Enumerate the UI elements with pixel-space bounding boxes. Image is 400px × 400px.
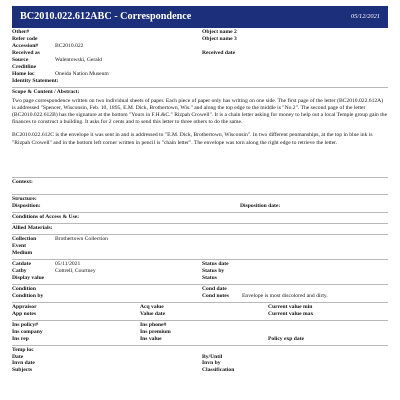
field-label-status-date: Status date	[202, 260, 229, 267]
divider	[12, 87, 388, 88]
field-label-ins-company: Ins company	[12, 328, 43, 335]
field-label-status-by: Status by	[202, 267, 225, 274]
field-label-catdate: Catdate	[12, 260, 31, 267]
divider	[12, 177, 388, 178]
field-label-ins-phone: Ins phone#	[140, 321, 167, 328]
location-fields	[12, 347, 388, 375]
field-pair	[12, 50, 202, 57]
field-pair	[12, 304, 140, 311]
field-label-cond-date: Cond date	[202, 285, 227, 292]
field-pair	[12, 293, 202, 300]
field-label-accession: Accession#	[12, 42, 39, 49]
field-pair	[202, 286, 388, 293]
field-label-ins-value: Ins value	[140, 335, 162, 342]
field-value-accession: BC2010.022	[55, 42, 84, 49]
field-row	[12, 236, 388, 243]
insurance-fields	[12, 322, 388, 343]
field-pair	[12, 36, 202, 43]
field-pair	[12, 360, 202, 367]
field-pair	[268, 311, 388, 318]
divider	[12, 320, 388, 321]
field-pair	[202, 50, 388, 57]
field-label-other: Other#	[12, 29, 30, 35]
field-pair	[12, 286, 202, 293]
field-pair	[12, 57, 202, 64]
field-pair	[140, 311, 268, 318]
scope-paragraph-2: BC2010.022.612C is the envelope it was sent in and is addressed to "E.M. Dick, Brothertown, Wisconsin". In two different penmanships, at the top in blue ink is "Rizpah Crowell" and in the bottom left corner written in pencil is "chain letter". The envelope was torn along the right edge to retrieve the letter.	[12, 132, 373, 146]
divider	[12, 259, 388, 260]
field-label-refer-code: Refer code	[12, 35, 38, 42]
field-pair	[202, 275, 388, 282]
field-label-condition: Condition	[12, 285, 36, 292]
field-pair	[202, 36, 388, 43]
field-pair	[12, 250, 388, 257]
field-label-event: Event	[12, 242, 26, 249]
field-row	[12, 347, 388, 354]
field-pair	[12, 275, 202, 282]
field-label-appraisor: Appraisor	[12, 303, 37, 310]
disposition-label: Disposition:	[12, 202, 41, 209]
field-row	[12, 293, 388, 300]
field-pair	[202, 268, 388, 275]
field-pair	[12, 29, 202, 36]
field-label-by-until: By/Until	[202, 353, 223, 360]
field-pair	[12, 243, 388, 250]
field-pair	[202, 261, 388, 268]
field-row	[12, 64, 388, 71]
record-title: BC2010.022.612ABC - Correspondence	[20, 10, 192, 22]
print-date: 05/12/2021	[350, 13, 380, 20]
field-value-cond-notes: Envelope is most discolored and dirty.	[242, 292, 328, 299]
field-pair	[12, 347, 202, 354]
field-value-source: Walentowski, Gerald	[55, 56, 103, 63]
field-row	[12, 304, 388, 311]
field-label-source: Source	[12, 56, 29, 63]
field-label-status: Status	[202, 274, 217, 281]
divider	[12, 212, 388, 213]
field-row	[12, 336, 388, 343]
field-pair	[202, 354, 388, 361]
field-label-display-value: Display value	[12, 274, 45, 281]
field-label-object-name-3: Object name 3	[202, 35, 237, 42]
field-label-policy-exp-date: Policy exp date	[268, 335, 305, 342]
field-label-current-value-min: Current value min	[268, 303, 313, 310]
allied-label: Allied Materials:	[12, 224, 53, 231]
field-value-catdate: 05/11/2021	[55, 260, 81, 267]
field-row	[12, 243, 388, 250]
field-pair	[12, 354, 202, 361]
identity-row	[12, 78, 388, 85]
field-pair	[140, 336, 268, 343]
field-value-collection: Brothertown Collection	[55, 235, 108, 242]
scope-paragraph-1: Two page correspondence written on two individual sheets of paper. Each piece of paper only has writing on one side. The first page of the letter (BC2010.022.612A) is addressed "Spencer, Wisconsin, Feb. 10, 1895, E.M. Dick, Brothertown, Wis." and along the top edge to the middle is "No.2". The second page of the letter (BC2010.022.612B) has the signature at the bottom "Yours in F.H.&C." Rizpah Crowell". It is a chain letter asking for money to help out a local Temple group gain the finances to construct a building. It asks for 2 cents and to send this letter to three others to do the same.	[12, 97, 388, 126]
field-pair	[12, 43, 202, 50]
field-row	[12, 250, 388, 257]
field-pair	[12, 236, 388, 243]
field-label-collection: Collection	[12, 235, 37, 242]
field-row	[12, 36, 388, 43]
field-label-ins-rep: Ins rep	[12, 335, 29, 342]
field-label-acq-value: Acq value	[140, 303, 164, 310]
context-row	[12, 179, 388, 186]
field-pair	[12, 64, 202, 71]
field-label-received-as: Received as	[12, 49, 40, 56]
field-value-home-loc: Oneida Nation Museum	[55, 70, 109, 77]
field-pair	[12, 261, 202, 268]
field-pair	[202, 29, 388, 36]
divider	[12, 345, 388, 346]
scope-row	[12, 89, 388, 96]
field-row	[12, 261, 388, 268]
divider	[12, 223, 388, 224]
field-label-date: Date	[12, 353, 24, 360]
context-label: Context:	[12, 178, 33, 185]
field-row	[12, 329, 388, 336]
field-pair	[12, 268, 202, 275]
field-pair	[140, 322, 268, 329]
collection-fields	[12, 236, 388, 257]
field-pair	[202, 360, 388, 367]
field-row	[12, 367, 388, 374]
field-row	[12, 43, 388, 50]
field-label-condition-by: Condition by	[12, 292, 44, 299]
condition-fields	[12, 286, 388, 300]
field-pair	[12, 336, 140, 343]
field-label-subjects: Subjects	[12, 367, 33, 374]
field-row	[12, 29, 388, 36]
appraisal-fields	[12, 304, 388, 318]
structure-label: Structure:	[12, 195, 37, 202]
identity-label: Identity Statement:	[12, 77, 59, 84]
allied-row	[12, 225, 388, 232]
field-label-invn-by: Invn by	[202, 360, 221, 367]
structure-row	[12, 196, 388, 203]
field-pair	[202, 293, 388, 300]
field-label-invn-date: Invn date	[12, 360, 35, 367]
conditions-label: Conditions of Access & Use:	[12, 213, 80, 220]
divider	[12, 284, 388, 285]
field-pair	[12, 329, 140, 336]
field-label-medium: Medium	[12, 249, 33, 256]
field-row	[12, 275, 388, 282]
field-label-catby: Catby	[12, 267, 27, 274]
field-row	[12, 322, 388, 329]
catalog-fields	[12, 261, 388, 282]
field-row	[12, 57, 388, 64]
field-row	[12, 360, 388, 367]
field-pair	[140, 329, 268, 336]
field-row	[12, 311, 388, 318]
field-pair	[12, 322, 140, 329]
field-label-home-loc: Home loc	[12, 70, 35, 77]
field-row	[12, 50, 388, 57]
field-value-catby: Cottrell, Courtney	[55, 267, 96, 274]
field-label-temp-loc: Temp loc	[12, 346, 34, 353]
field-label-object-name-2: Object name 2	[202, 29, 237, 35]
field-label-app-notes: App notes	[12, 310, 37, 317]
field-label-ins-policy: Ins policy#	[12, 321, 38, 328]
field-label-classification: Classification	[202, 367, 235, 374]
field-label-current-value-max: Current value max	[268, 310, 314, 317]
field-label-value-date: Value date	[140, 310, 166, 317]
divider	[12, 234, 388, 235]
field-label-received-date: Received date	[202, 49, 236, 56]
field-label-ins-premium: Ins premium	[140, 328, 171, 335]
disposition-date-label: Disposition date:	[240, 202, 281, 209]
top-fields	[12, 28, 388, 78]
field-pair	[268, 336, 388, 343]
field-row	[12, 286, 388, 293]
field-pair	[202, 367, 388, 374]
spacer	[12, 147, 388, 175]
divider	[12, 302, 388, 303]
field-pair	[140, 304, 268, 311]
field-row	[12, 268, 388, 275]
field-label-creditline: Creditline	[12, 63, 37, 70]
field-row	[12, 71, 388, 78]
spacer	[12, 186, 388, 192]
scope-label: Scope & Content / Abstract:	[12, 88, 80, 95]
field-pair	[12, 367, 202, 374]
field-pair	[12, 311, 140, 318]
title-bar	[12, 6, 388, 28]
field-row	[12, 354, 388, 361]
field-label-cond-notes: Cond notes	[202, 292, 229, 299]
field-pair	[268, 304, 388, 311]
divider	[12, 194, 388, 195]
disposition-row	[12, 203, 388, 210]
field-pair	[12, 71, 202, 78]
conditions-row	[12, 214, 388, 221]
